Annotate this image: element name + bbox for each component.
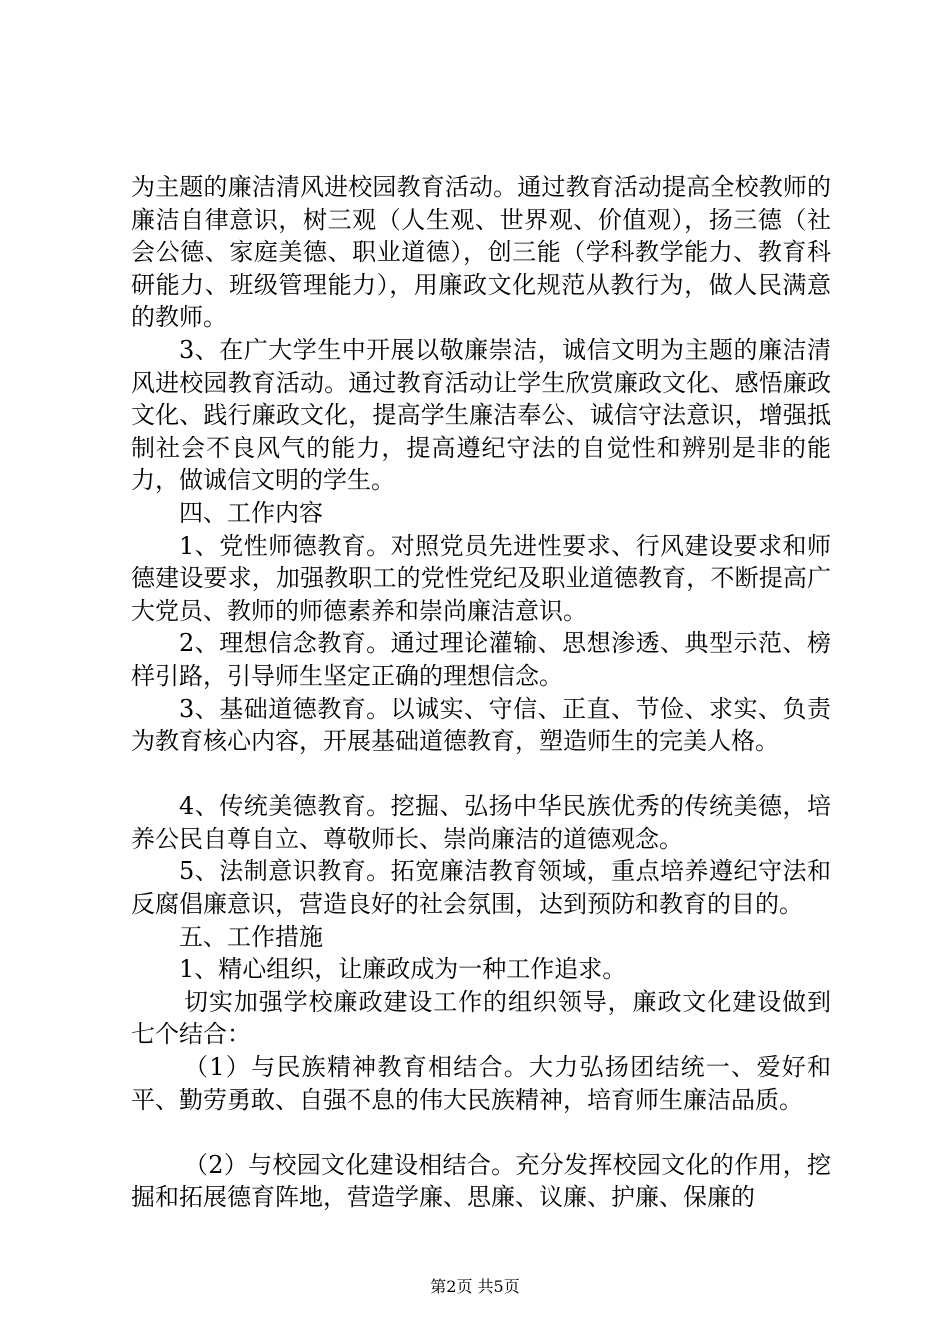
paragraph-party-ethics: 1、党性师德教育。对照党员先进性要求、行风建设要求和师德建设要求，加强教职工的党性党纪及职业道德教育，不断提高广大党员、教师的师德素养和崇尚廉洁意识。 <box>131 531 831 625</box>
paragraph-ideals: 2、理想信念教育。通过理论灌输、思想渗透、典型示范、榜样引路，引导师生坚定正确的理想信念。 <box>131 629 831 690</box>
paragraph-continuation: 为主题的廉洁清风进校园教育活动。通过教育活动提高全校教师的廉洁自律意识，树三观（人生观、世界观、价值观），扬三德（社会公德、家庭美德、职业道德），创三能（学科教学能力、教育科研能力、班级管理能力），用廉政文化规范从教行为，做人民满意的教师。 <box>131 173 831 332</box>
paragraph-seven-combinations: 切实加强学校廉政建设工作的组织领导，廉政文化建设做到七个结合： <box>131 987 831 1049</box>
paragraph-campus-culture: （2）与校园文化建设相结合。充分发挥校园文化的作用，挖掘和拓展德育阵地，营造学廉、思廉、议廉、护廉、保廉的 <box>131 1150 831 1212</box>
section-heading-work-measures: 五、工作措施 <box>179 922 323 951</box>
paragraph-student-activity: 3、在广大学生中开展以敬廉崇洁，诚信文明为主题的廉洁清风进校园教育活动。通过教育活动让学生欣赏廉政文化、感悟廉政文化、践行廉政文化，提高学生廉洁奉公、诚信守法意识，增强抵制社会不良风气的能力，提高遵纪守法的自觉性和辨别是非的能力，做诚信文明的学生。 <box>131 335 831 495</box>
paragraph-legal-awareness: 5、法制意识教育。拓宽廉洁教育领域，重点培养遵纪守法和反腐倡廉意识，营造良好的社会氛围，达到预防和教育的目的。 <box>131 857 831 919</box>
paragraph-traditional-virtues: 4、传统美德教育。挖掘、弘扬中华民族优秀的传统美德，培养公民自尊自立、尊敬师长、崇尚廉洁的道德观念。 <box>131 792 831 853</box>
section-heading-work-content: 四、工作内容 <box>179 498 323 527</box>
paragraph-basic-morals: 3、基础道德教育。以诚实、守信、正直、节俭、求实、负责为教育核心内容，开展基础道德教育，塑造师生的完美人格。 <box>131 694 831 756</box>
page-number-footer: 第2页 共5页 <box>430 1277 520 1296</box>
paragraph-national-spirit: （1）与民族精神教育相结合。大力弘扬团结统一、爱好和平、勤劳勇敢、自强不息的伟大民族精神，培育师生廉洁品质。 <box>131 1053 831 1114</box>
document-body <box>131 171 831 1214</box>
paragraph-organization: 1、精心组织，让廉政成为一种工作追求。 <box>179 955 627 984</box>
